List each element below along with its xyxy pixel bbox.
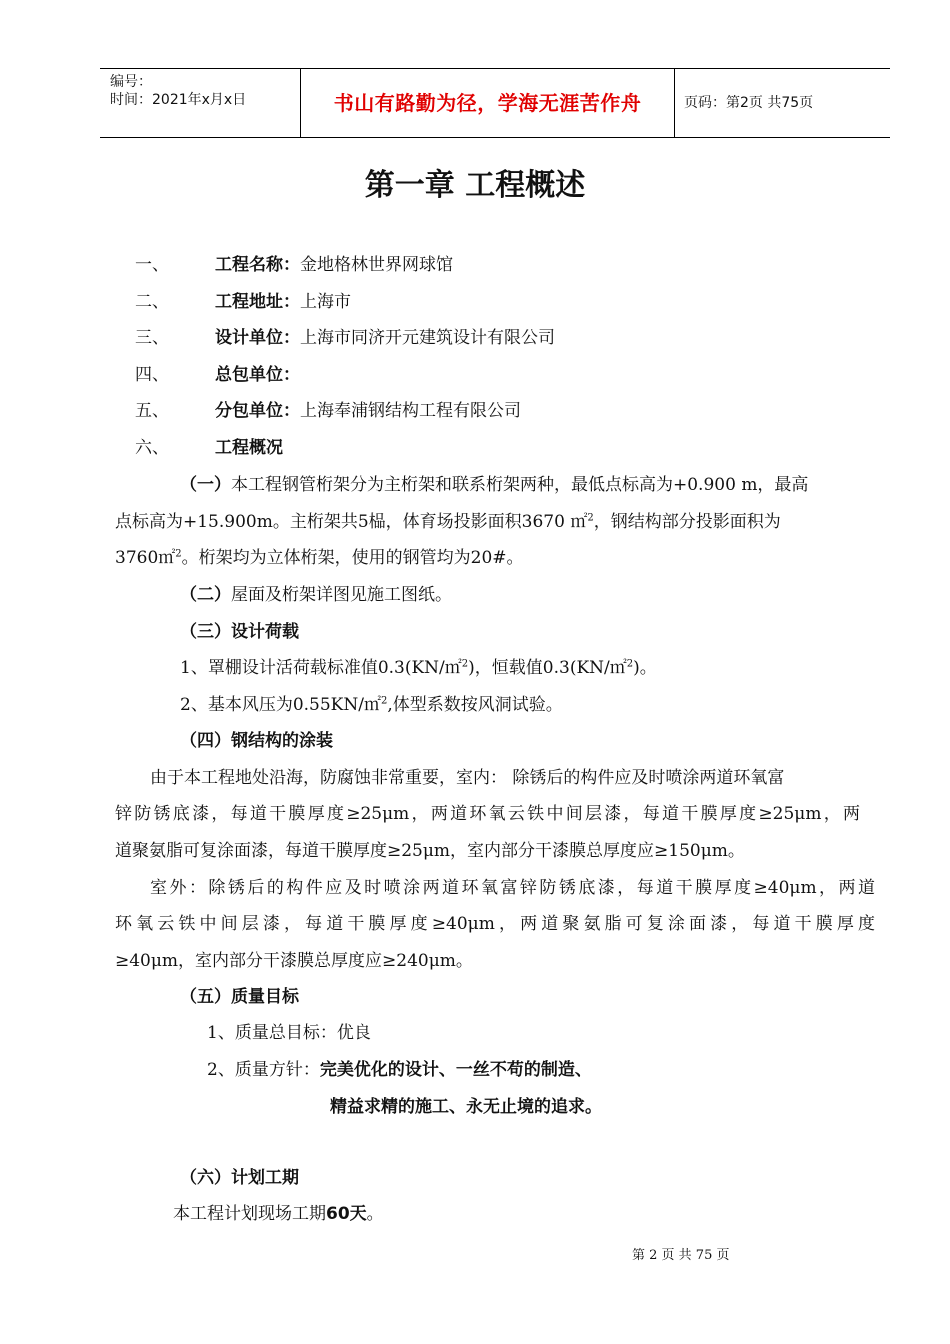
- paragraph-text: 1、罩棚设计活荷载标准值0.3(KN/㎡: [180, 658, 462, 678]
- paragraph-line: [207, 1055, 592, 1080]
- paragraph-line: [180, 653, 657, 678]
- paragraph-text: 3760㎡: [115, 548, 176, 568]
- item-line: [215, 287, 351, 312]
- item-number: 二、: [135, 292, 169, 312]
- item-value: 上海奉浦钢结构工程有限公司: [300, 401, 521, 421]
- item-label: 总包单位：: [215, 365, 300, 385]
- paragraph-text: 本工程计划现场工期: [173, 1204, 326, 1224]
- superscript: 2: [461, 658, 469, 670]
- paragraph-line: [180, 470, 860, 495]
- paragraph-text: 环氧云铁中间层漆，每道干膜厚度≥40μm，两道聚氨脂可复涂面漆，每道干膜厚度: [115, 914, 875, 934]
- paragraph-line: [115, 543, 860, 568]
- item-number: 四、: [135, 365, 169, 385]
- paragraph-text: )，恒载值0.3(KN/㎡: [468, 658, 627, 678]
- paragraph-line: [173, 1199, 384, 1224]
- item-line: [215, 323, 555, 348]
- item-line: [215, 360, 300, 385]
- superscript: 2: [587, 512, 594, 524]
- superscript: 2: [626, 658, 634, 670]
- item-value: 上海市: [300, 292, 351, 312]
- paragraph-text: ≥40μm，室内部分干漆膜总厚度应≥240μm。: [115, 951, 473, 971]
- section-heading: （五）质量目标: [180, 987, 299, 1007]
- page-footer: 第 2 页 共 75 页: [632, 1248, 730, 1263]
- item-label: 设计单位：: [215, 328, 300, 348]
- paragraph-text: ,体型系数按风洞试验。: [387, 695, 563, 715]
- header-divider: [674, 69, 675, 137]
- item-line: [215, 250, 453, 275]
- page-header: [100, 68, 890, 138]
- paragraph-text: 锌防锈底漆，每道干膜厚度≥25μm，两道环氧云铁中间层漆，每道干膜厚度≥25μm，两: [115, 804, 860, 824]
- paragraph-text: 道聚氨脂可复涂面漆，每道干膜厚度≥25μm，室内部分干漆膜总厚度应≥150μm。: [115, 841, 745, 861]
- paragraph-text: 2、质量方针：: [207, 1060, 320, 1080]
- paragraph-text: 。: [366, 1204, 384, 1224]
- item-number: 一、: [135, 255, 169, 275]
- quality-policy: 完美优化的设计、一丝不苟的制造、: [319, 1060, 592, 1080]
- paragraph-text: 屋面及桁架详图见施工图纸。: [231, 585, 452, 605]
- duration-value: 60天: [326, 1204, 367, 1224]
- section-heading: （四）钢结构的涂装: [180, 731, 333, 751]
- superscript: 2: [380, 695, 388, 707]
- item-label: 分包单位：: [215, 401, 300, 421]
- item-number: 六、: [135, 438, 169, 458]
- section-heading: （六）计划工期: [180, 1168, 299, 1188]
- item-value: 上海市同济开元建筑设计有限公司: [300, 328, 555, 348]
- paragraph-line: [180, 580, 452, 605]
- header-page-label: 页码：第2页 共75页: [684, 95, 814, 111]
- paragraph-line: [180, 690, 563, 715]
- item-line: [215, 396, 521, 421]
- item-line: [215, 433, 283, 458]
- superscript: 2: [175, 548, 182, 560]
- header-motto: 书山有路勤为径，学海无涯苦作舟: [333, 91, 642, 115]
- item-number: 三、: [135, 328, 169, 348]
- paragraph-text: 。桁架均为立体桁架，使用的钢管均为20#。: [181, 548, 524, 568]
- item-label: 工程概况: [215, 438, 283, 458]
- item-label: 工程名称：: [215, 255, 300, 275]
- item-value: 金地格林世界网球馆: [300, 255, 453, 275]
- section-heading: （一）: [180, 475, 231, 495]
- paragraph-text: 室外：除锈后的构件应及时喷涂两道环氧富锌防锈底漆，每道干膜厚度≥40μm，两道: [150, 878, 875, 898]
- paragraph-line: [115, 507, 860, 532]
- section-heading: （二）: [180, 585, 231, 605]
- paragraph-text: 2、基本风压为0.55KN/㎡: [180, 695, 381, 715]
- quality-policy: 精益求精的施工、永无止境的追求。: [330, 1097, 602, 1117]
- paragraph-text: 本工程钢管桁架分为主桁架和联系桁架两种，最低点标高为+0.900 m，最高: [231, 475, 809, 495]
- paragraph-text: 由于本工程地处沿海，防腐蚀非常重要，室内： 除锈后的构件应及时喷涂两道环氧富: [150, 768, 785, 788]
- paragraph-text: ，钢结构部分投影面积为: [593, 512, 781, 532]
- paragraph-text: )。: [633, 658, 657, 678]
- time-label: 时间：2021年x月x日: [110, 92, 247, 108]
- item-number: 五、: [135, 401, 169, 421]
- section-heading: （三）设计荷载: [180, 622, 299, 642]
- number-label: 编号：: [110, 74, 152, 90]
- paragraph-text: 1、质量总目标：优良: [207, 1023, 371, 1043]
- chapter-title: 第一章 工程概述: [364, 168, 586, 203]
- item-label: 工程地址：: [215, 292, 300, 312]
- paragraph-text: 点标高为+15.900m。主桁架共5榀，体育场投影面积3670 ㎡: [115, 512, 588, 532]
- header-meta: [100, 69, 300, 137]
